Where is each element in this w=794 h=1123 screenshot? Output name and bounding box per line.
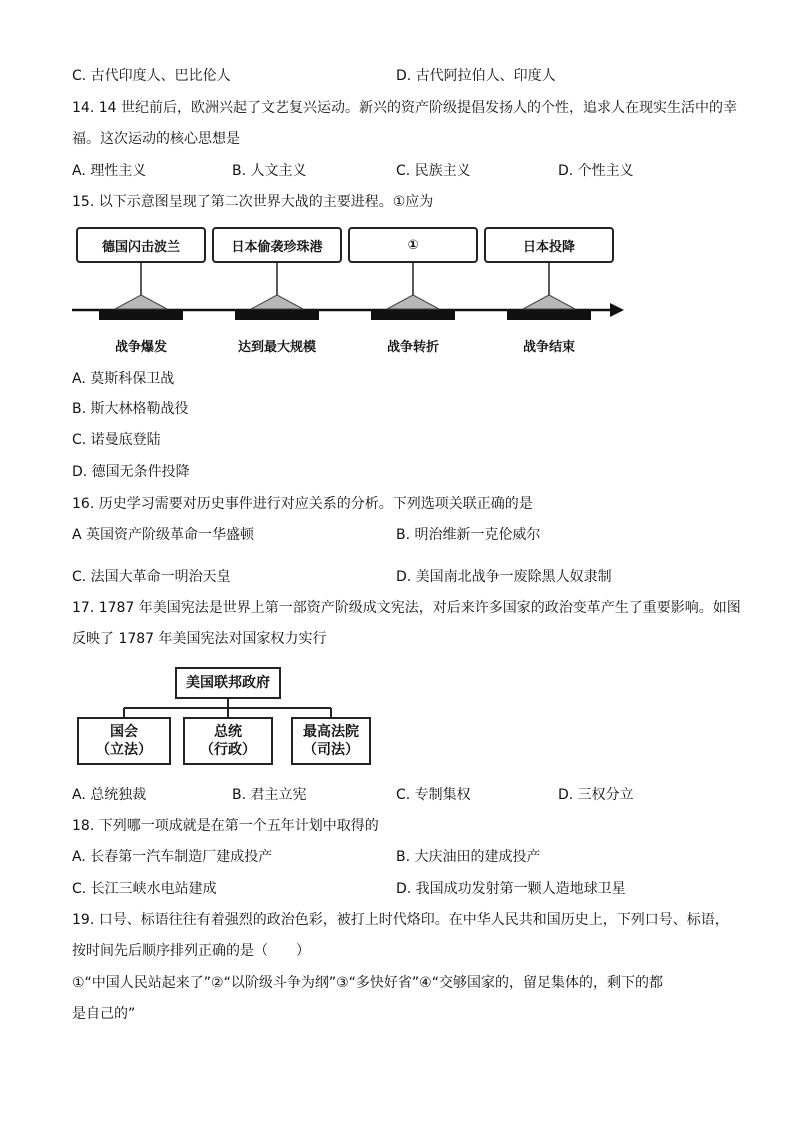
- q18-option-b: B. 大庆油田的建成投产: [396, 849, 541, 865]
- q19-stem-line2: 按时间先后顺序排列正确的是（ ）: [72, 943, 310, 959]
- congress-name: 国会: [110, 724, 138, 740]
- president-box: [183, 717, 273, 765]
- q17-stem-line1: 17. 1787 年美国宪法是世界上第一部资产阶级成文宪法，对后来许多国家的政治变革产生了重要影响。如图: [72, 600, 741, 616]
- q19-stem-line4: 是自己的”: [72, 1006, 136, 1022]
- q14-stem-line2: 福。这次运动的核心思想是: [72, 131, 240, 147]
- q18-option-d: D. 我国成功发射第一颗人造地球卫星: [396, 881, 626, 897]
- president-role: （行政）: [200, 742, 256, 758]
- timeline-label-2: 达到最大规模: [237, 340, 316, 355]
- timeline-box-3: ①: [348, 227, 478, 263]
- q15-option-b: B. 斯大林格勒战役: [72, 401, 189, 417]
- q13-option-d: D. 古代阿拉伯人、印度人: [396, 68, 556, 84]
- q18-option-a: A. 长春第一汽车制造厂建成投产: [72, 849, 273, 865]
- q17-option-d: D. 三权分立: [558, 787, 634, 803]
- congress-role: （立法）: [96, 742, 152, 758]
- q17-option-a: A. 总统独裁: [72, 787, 147, 803]
- q16-option-a: A 英国资产阶级革命一华盛顿: [72, 527, 255, 543]
- supreme-court-role: （司法）: [303, 742, 359, 758]
- q14-stem-line1: 14. 14 世纪前后，欧洲兴起了文艺复兴运动。新兴的资产阶级提倡发扬人的个性，追求人在现实生活中的幸: [72, 100, 737, 116]
- q17-stem-line2: 反映了 1787 年美国宪法对国家权力实行: [72, 631, 327, 647]
- q15-option-a: A. 莫斯科保卫战: [72, 371, 175, 387]
- q15-stem: 15. 以下示意图呈现了第二次世界大战的主要进程。①应为: [72, 194, 434, 210]
- timeline-box-1: 德国闪击波兰: [76, 227, 206, 263]
- congress-box: [77, 717, 171, 765]
- q14-option-a: A. 理性主义: [72, 163, 147, 179]
- supreme-court-box: [291, 717, 371, 765]
- supreme-court-name: 最高法院: [303, 724, 359, 740]
- q14-option-d: D. 个性主义: [558, 163, 634, 179]
- q16-option-d: D. 美国南北战争一废除黑人奴隶制: [396, 569, 612, 585]
- q16-option-b: B. 明治维新一克伦威尔: [396, 527, 541, 543]
- q18-option-c: C. 长江三峡水电站建成: [72, 881, 217, 897]
- q15-option-c: C. 诺曼底登陆: [72, 432, 161, 448]
- q17-option-b: B. 君主立宪: [232, 787, 307, 803]
- q17-option-c: C. 专制集权: [396, 787, 471, 803]
- q19-stem-line1: 19. 口号、标语往往有着强烈的政治色彩，被打上时代烙印。在中华人民共和国历史上，下列口号、标语，: [72, 912, 729, 928]
- q19-stem-line3: ①“中国人民站起来了”②“以阶级斗争为纲”③“多快好省”④“交够国家的，留足集体的，剩下的都: [72, 975, 663, 991]
- q18-stem: 18. 下列哪一项成就是在第一个五年计划中取得的: [72, 818, 379, 834]
- president-name: 总统: [214, 724, 242, 740]
- timeline-box-2: 日本偷袭珍珠港: [212, 227, 342, 263]
- q13-option-c: C. 古代印度人、巴比伦人: [72, 68, 231, 84]
- q14-option-b: B. 人文主义: [232, 163, 307, 179]
- timeline-label-1: 战争爆发: [114, 340, 167, 355]
- federal-government-label: 美国联邦政府: [186, 675, 270, 691]
- q14-option-c: C. 民族主义: [396, 163, 471, 179]
- q15-option-d: D. 德国无条件投降: [72, 464, 190, 480]
- timeline-label-3: 战争转折: [386, 340, 439, 355]
- timeline-box-4: 日本投降: [484, 227, 614, 263]
- q16-option-c: C. 法国大革命一明治天皇: [72, 569, 231, 585]
- q16-stem: 16. 历史学习需要对历史事件进行对应关系的分析。下列选项关联正确的是: [72, 496, 533, 512]
- timeline-label-4: 战争结束: [522, 340, 575, 355]
